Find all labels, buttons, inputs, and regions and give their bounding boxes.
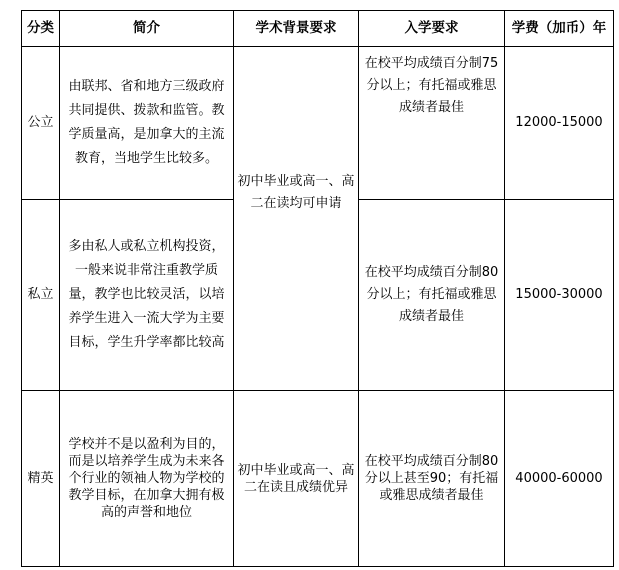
table-row bbox=[22, 391, 614, 567]
admission-cell: 在校平均成绩百分制80分以上；有托福或雅思成绩者最佳 bbox=[359, 200, 505, 391]
intro-cell: 由联邦、省和地方三级政府共同提供、拨款和监管。教学质量高，是加拿大的主流教育，当地学生比较多。 bbox=[60, 47, 234, 200]
table-row bbox=[22, 47, 614, 200]
header-academic: 学术背景要求 bbox=[234, 11, 359, 47]
header-intro: 简介 bbox=[60, 11, 234, 47]
tuition-cell: 15000-30000 bbox=[505, 200, 614, 391]
header-row bbox=[22, 11, 614, 47]
admission-cell: 在校平均成绩百分制75分以上；有托福或雅思成绩者最佳 bbox=[359, 47, 505, 200]
category-cell: 公立 bbox=[22, 47, 60, 200]
tuition-cell: 40000-60000 bbox=[505, 391, 614, 567]
category-cell: 精英 bbox=[22, 391, 60, 567]
tuition-cell: 12000-15000 bbox=[505, 47, 614, 200]
admission-cell: 在校平均成绩百分制80分以上甚至90；有托福或雅思成绩者最佳 bbox=[359, 391, 505, 567]
school-comparison-table bbox=[21, 10, 614, 567]
category-cell: 私立 bbox=[22, 200, 60, 391]
intro-cell: 学校并不是以盈利为目的，而是以培养学生成为未来各个行业的领袖人物为学校的教学目标，在加拿大拥有极高的声誉和地位 bbox=[60, 391, 234, 567]
academic-cell-merged: 初中毕业或高一、高二在读均可申请 bbox=[234, 47, 359, 391]
academic-cell: 初中毕业或高一、高二在读且成绩优异 bbox=[234, 391, 359, 567]
header-tuition: 学费（加币）年 bbox=[505, 11, 614, 47]
header-category: 分类 bbox=[22, 11, 60, 47]
intro-cell: 多由私人或私立机构投资，一般来说非常注重教学质量，教学也比较灵活，以培养学生进入一流大学为主要目标，学生升学率都比较高 bbox=[60, 200, 234, 391]
header-admission: 入学要求 bbox=[359, 11, 505, 47]
